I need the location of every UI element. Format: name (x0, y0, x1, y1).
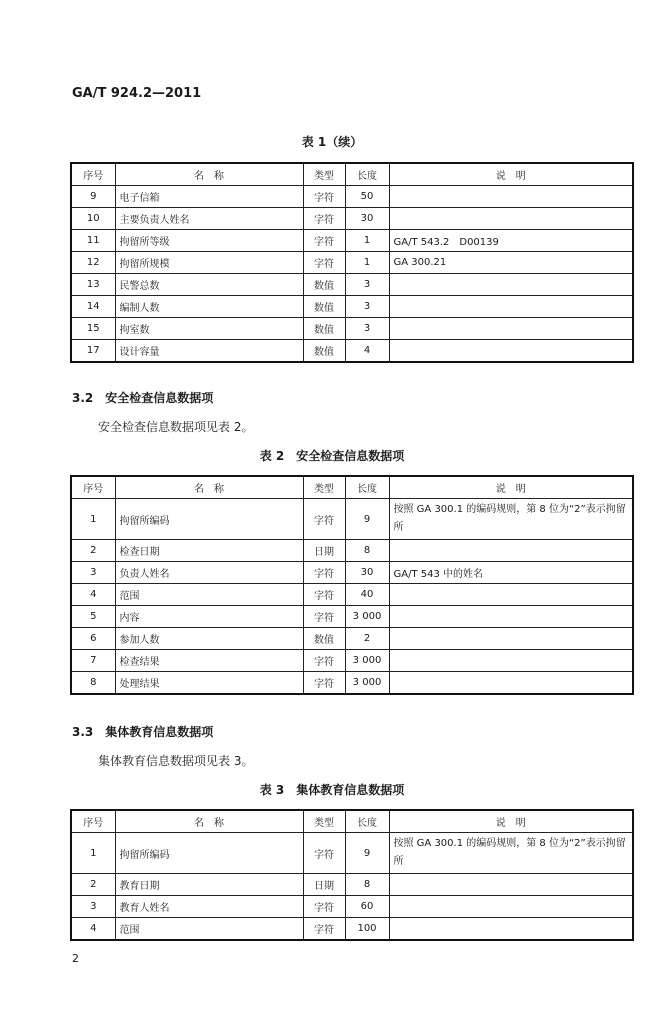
cell-length: 30 (345, 208, 389, 230)
table-row (71, 274, 633, 296)
cell-name: 教育日期 (115, 874, 303, 896)
cell-type: 字符 (303, 252, 345, 274)
col-header-description: 说 明 (389, 476, 633, 499)
cell-length: 1 (345, 252, 389, 274)
cell-seq: 7 (71, 650, 115, 672)
cell-length: 3 000 (345, 672, 389, 695)
cell-name: 范围 (115, 584, 303, 606)
table2 (70, 475, 634, 695)
cell-description: GA/T 543 中的姓名 (389, 562, 633, 584)
cell-description (389, 208, 633, 230)
cell-type: 字符 (303, 650, 345, 672)
cell-description (389, 896, 633, 918)
cell-type: 数值 (303, 340, 345, 363)
cell-name: 检查结果 (115, 650, 303, 672)
cell-length: 100 (345, 918, 389, 941)
table3-header-row (71, 810, 633, 833)
cell-name: 拘留所规模 (115, 252, 303, 274)
cell-description (389, 650, 633, 672)
table-row (71, 672, 633, 695)
table3 (70, 809, 634, 941)
table-row (71, 230, 633, 252)
col-header-seq: 序号 (71, 476, 115, 499)
cell-type: 日期 (303, 540, 345, 562)
cell-name: 范围 (115, 918, 303, 941)
cell-length: 3 000 (345, 606, 389, 628)
col-header-name: 名 称 (115, 476, 303, 499)
cell-seq: 12 (71, 252, 115, 274)
table-row (71, 208, 633, 230)
cell-seq: 14 (71, 296, 115, 318)
cell-seq: 9 (71, 186, 115, 208)
cell-description (389, 540, 633, 562)
cell-name: 处理结果 (115, 672, 303, 695)
cell-description: GA 300.21 (389, 252, 633, 274)
cell-length: 2 (345, 628, 389, 650)
cell-description (389, 296, 633, 318)
cell-length: 3 000 (345, 650, 389, 672)
cell-type: 字符 (303, 918, 345, 941)
col-header-description: 说 明 (389, 810, 633, 833)
col-header-name: 名 称 (115, 810, 303, 833)
cell-name: 编制人数 (115, 296, 303, 318)
cell-type: 字符 (303, 896, 345, 918)
table-row (71, 318, 633, 340)
col-header-seq: 序号 (71, 810, 115, 833)
table-row (71, 540, 633, 562)
table1-header-row (71, 163, 633, 186)
col-header-type: 类型 (303, 476, 345, 499)
col-header-length: 长度 (345, 810, 389, 833)
cell-name: 拘留所等级 (115, 230, 303, 252)
cell-length: 3 (345, 318, 389, 340)
cell-name: 拘留所编码 (115, 833, 303, 874)
cell-description (389, 874, 633, 896)
cell-length: 3 (345, 274, 389, 296)
section-3-2-paragraph: 安全检查信息数据项见表 2。 (98, 420, 254, 434)
cell-description (389, 606, 633, 628)
cell-description (389, 274, 633, 296)
cell-description: GA/T 543.2 D00139 (389, 230, 633, 252)
table-row (71, 562, 633, 584)
table-row (71, 186, 633, 208)
cell-length: 4 (345, 340, 389, 363)
table-row (71, 499, 633, 540)
cell-type: 字符 (303, 230, 345, 252)
cell-seq: 3 (71, 562, 115, 584)
cell-type: 字符 (303, 499, 345, 540)
col-header-type: 类型 (303, 163, 345, 186)
table-row (71, 650, 633, 672)
cell-seq: 6 (71, 628, 115, 650)
cell-name: 拘留所编码 (115, 499, 303, 540)
cell-length: 9 (345, 499, 389, 540)
table1 (70, 162, 634, 363)
cell-name: 电子信箱 (115, 186, 303, 208)
cell-type: 数值 (303, 628, 345, 650)
cell-seq: 10 (71, 208, 115, 230)
cell-seq: 1 (71, 499, 115, 540)
cell-seq: 5 (71, 606, 115, 628)
cell-type: 字符 (303, 833, 345, 874)
cell-description (389, 918, 633, 941)
table-row (71, 918, 633, 941)
cell-type: 字符 (303, 672, 345, 695)
cell-seq: 2 (71, 540, 115, 562)
col-header-length: 长度 (345, 163, 389, 186)
col-header-name: 名 称 (115, 163, 303, 186)
cell-length: 8 (345, 540, 389, 562)
table-row (71, 628, 633, 650)
cell-type: 数值 (303, 296, 345, 318)
table1-caption: 表 1（续） (301, 135, 363, 149)
table-row (71, 606, 633, 628)
table2-caption: 表 2 安全检查信息数据项 (259, 449, 405, 463)
section-3-3-heading: 3.3 集体教育信息数据项 (72, 725, 214, 739)
table3-caption: 表 3 集体教育信息数据项 (259, 783, 405, 797)
cell-length: 9 (345, 833, 389, 874)
table-row (71, 874, 633, 896)
cell-type: 字符 (303, 208, 345, 230)
table-row (71, 252, 633, 274)
table-row (71, 340, 633, 363)
cell-name: 拘室数 (115, 318, 303, 340)
cell-name: 参加人数 (115, 628, 303, 650)
cell-seq: 4 (71, 918, 115, 941)
cell-type: 字符 (303, 562, 345, 584)
cell-description (389, 584, 633, 606)
cell-length: 3 (345, 296, 389, 318)
cell-seq: 3 (71, 896, 115, 918)
section-3-2-heading: 3.2 安全检查信息数据项 (72, 391, 214, 405)
cell-seq: 11 (71, 230, 115, 252)
cell-type: 数值 (303, 274, 345, 296)
page-number: 2 (72, 952, 79, 965)
cell-length: 60 (345, 896, 389, 918)
cell-description (389, 628, 633, 650)
cell-name: 民警总数 (115, 274, 303, 296)
table-row (71, 584, 633, 606)
cell-seq: 4 (71, 584, 115, 606)
cell-description: 按照 GA 300.1 的编码规则，第 8 位为“2”表示拘留所 (389, 499, 633, 540)
cell-length: 1 (345, 230, 389, 252)
cell-seq: 15 (71, 318, 115, 340)
cell-seq: 8 (71, 672, 115, 695)
cell-seq: 13 (71, 274, 115, 296)
cell-seq: 2 (71, 874, 115, 896)
standard-code: GA/T 924.2—2011 (72, 86, 202, 101)
table-row (71, 896, 633, 918)
cell-name: 检查日期 (115, 540, 303, 562)
cell-type: 数值 (303, 318, 345, 340)
cell-length: 50 (345, 186, 389, 208)
cell-description: 按照 GA 300.1 的编码规则，第 8 位为“2”表示拘留所 (389, 833, 633, 874)
cell-name: 内容 (115, 606, 303, 628)
cell-description (389, 672, 633, 695)
cell-type: 日期 (303, 874, 345, 896)
table2-header-row (71, 476, 633, 499)
table-row (71, 833, 633, 874)
cell-seq: 1 (71, 833, 115, 874)
cell-length: 40 (345, 584, 389, 606)
table-row (71, 296, 633, 318)
cell-name: 教育人姓名 (115, 896, 303, 918)
cell-description (389, 186, 633, 208)
cell-length: 8 (345, 874, 389, 896)
col-header-description: 说 明 (389, 163, 633, 186)
col-header-seq: 序号 (71, 163, 115, 186)
cell-seq: 17 (71, 340, 115, 363)
cell-type: 字符 (303, 186, 345, 208)
cell-type: 字符 (303, 606, 345, 628)
cell-name: 负责人姓名 (115, 562, 303, 584)
cell-description (389, 318, 633, 340)
cell-type: 字符 (303, 584, 345, 606)
col-header-length: 长度 (345, 476, 389, 499)
cell-length: 30 (345, 562, 389, 584)
col-header-type: 类型 (303, 810, 345, 833)
section-3-3-paragraph: 集体教育信息数据项见表 3。 (98, 754, 254, 768)
cell-name: 主要负责人姓名 (115, 208, 303, 230)
cell-description (389, 340, 633, 363)
cell-name: 设计容量 (115, 340, 303, 363)
